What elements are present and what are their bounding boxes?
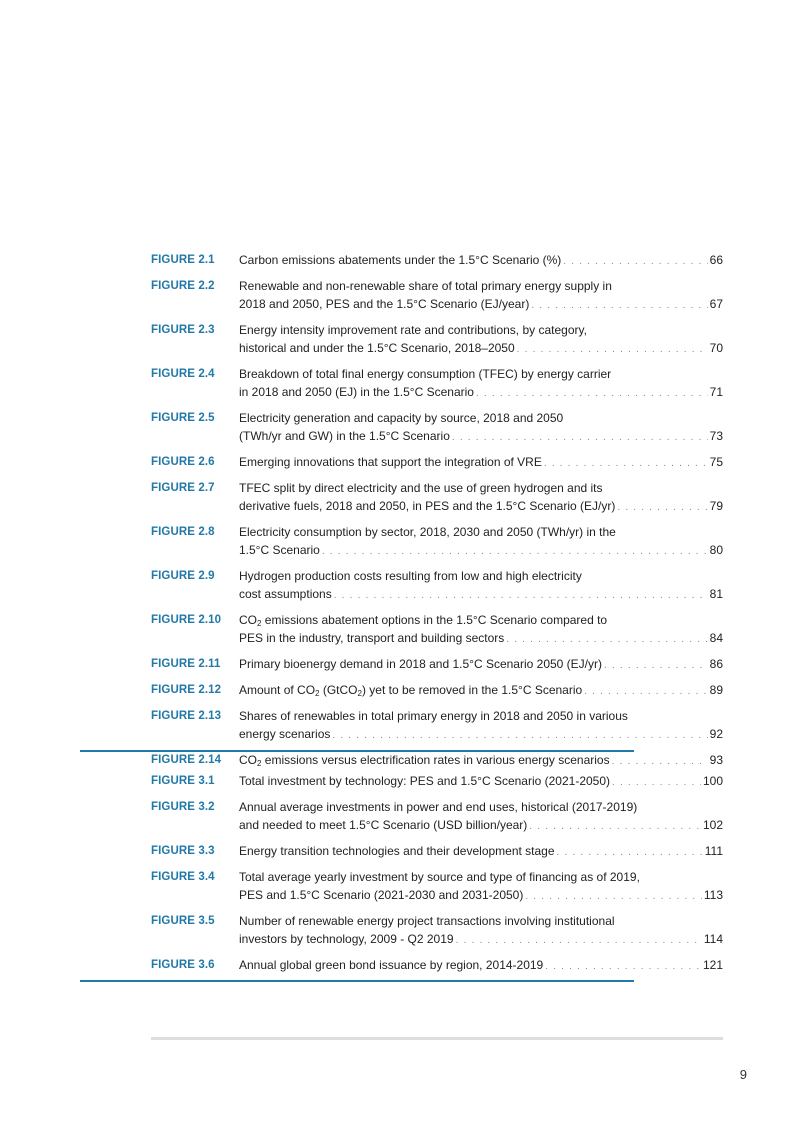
- dot-leader: [322, 543, 708, 561]
- figure-label: FIGURE 3.3: [151, 845, 215, 857]
- figure-title-line: Annual average investments in power and end uses, historical (2017-2019): [239, 800, 638, 814]
- dot-leader: [529, 818, 701, 836]
- dot-leader: [452, 429, 708, 447]
- figure-title-line: Hydrogen production costs resulting from low and high electricity: [239, 569, 582, 583]
- figure-entry[interactable]: [151, 707, 723, 745]
- figure-title-text: energy scenarios: [239, 727, 331, 741]
- figure-page-number: 79: [709, 499, 723, 513]
- figure-title: [239, 798, 723, 836]
- figure-entry[interactable]: [151, 751, 723, 771]
- figure-page-number: 73: [709, 429, 723, 443]
- figure-page-number: 66: [709, 253, 723, 267]
- figure-page-number: 71: [709, 385, 723, 399]
- figure-page-number: 92: [709, 727, 723, 741]
- figure-label: FIGURE 2.11: [151, 658, 221, 670]
- dot-leader: [617, 499, 707, 517]
- figure-title: [239, 277, 723, 315]
- figure-entry[interactable]: [151, 453, 723, 473]
- figure-title: [239, 772, 723, 792]
- dot-leader: [584, 683, 707, 701]
- figure-title-last-line: [239, 772, 723, 792]
- dot-leader: [506, 631, 707, 649]
- figure-title-last-line: [239, 453, 723, 473]
- figure-title-line: TFEC split by direct electricity and the use of green hydrogen and its: [239, 481, 603, 495]
- figure-entry[interactable]: [151, 956, 723, 976]
- figure-page-number: 111: [704, 844, 723, 858]
- figure-title-line: Total average yearly investment by source and type of financing as of 2019,: [239, 870, 640, 884]
- figure-title: [239, 655, 723, 675]
- figure-entry[interactable]: [151, 868, 723, 906]
- dot-leader: [456, 932, 702, 950]
- figure-title-line: Electricity generation and capacity by source, 2018 and 2050: [239, 411, 564, 425]
- figure-title: [239, 912, 723, 950]
- figure-title-text: Primary bioenergy demand in 2018 and 1.5°C Scenario 2050 (EJ/yr): [239, 657, 602, 671]
- figure-title: [239, 321, 723, 359]
- figure-title: [239, 453, 723, 473]
- dot-leader: [544, 455, 708, 473]
- figure-title: [239, 523, 723, 561]
- figure-title-text: PES and 1.5°C Scenario (2021-2030 and 2031-2050): [239, 888, 524, 902]
- figure-title: [239, 842, 723, 862]
- figure-title-last-line: [239, 725, 723, 745]
- figure-entry[interactable]: [151, 409, 723, 447]
- figure-title-last-line: [239, 585, 723, 605]
- figure-title: [239, 567, 723, 605]
- dot-leader: [525, 888, 702, 906]
- figure-title-last-line: [239, 427, 723, 447]
- figure-title-line: Shares of renewables in total primary energy in 2018 and 2050 in various: [239, 709, 628, 723]
- figure-title-line: Electricity consumption by sector, 2018, 2030 and 2050 (TWh/yr) in the: [239, 525, 616, 539]
- figure-title-line: Renewable and non-renewable share of total primary energy supply in: [239, 279, 612, 293]
- figure-page-number: 89: [709, 683, 723, 697]
- figure-title-text: Carbon emissions abatements under the 1.5°C Scenario (%): [239, 253, 562, 267]
- figure-title-last-line: [239, 655, 723, 675]
- figure-title-text: Total investment by technology: PES and 1.5°C Scenario (2021-2050): [239, 774, 611, 788]
- figure-title-text: investors by technology, 2009 - Q2 2019: [239, 932, 454, 946]
- figure-entry[interactable]: [151, 567, 723, 605]
- figure-title-text: and needed to meet 1.5°C Scenario (USD billion/year): [239, 818, 528, 832]
- figure-entry[interactable]: [151, 321, 723, 359]
- figure-title-last-line: [239, 295, 723, 315]
- figure-label: FIGURE 2.7: [151, 482, 215, 494]
- figure-title-last-line: [239, 886, 723, 906]
- figure-page-number: 93: [709, 753, 723, 767]
- figure-title-text: $CO_2$ emissions versus electrification rates in various energy scenarios: [239, 753, 610, 768]
- figure-page-number: 80: [709, 543, 723, 557]
- figure-page-number: 102: [702, 818, 723, 832]
- figure-entry[interactable]: [151, 523, 723, 561]
- figure-entry[interactable]: [151, 611, 723, 649]
- figure-title: [239, 409, 723, 447]
- figure-title-last-line: [239, 681, 723, 701]
- figure-entry[interactable]: [151, 681, 723, 701]
- figure-title-last-line: [239, 629, 723, 649]
- figure-label: FIGURE 2.3: [151, 324, 215, 336]
- figure-label: FIGURE 2.6: [151, 456, 215, 468]
- dot-leader: [476, 385, 708, 403]
- figure-title-text: derivative fuels, 2018 and 2050, in PES and the 1.5°C Scenario (EJ/yr): [239, 499, 616, 513]
- figure-title-last-line: [239, 842, 723, 862]
- figure-page-number: 81: [709, 587, 723, 601]
- dot-leader: [557, 844, 703, 862]
- figure-title-line: Number of renewable energy project transactions involving institutional: [239, 914, 615, 928]
- figure-label: FIGURE 2.8: [151, 526, 215, 538]
- figure-title-last-line: [239, 383, 723, 403]
- dot-leader: [612, 753, 708, 771]
- figure-title-line: $CO_2$ emissions abatement options in the 1.5°C Scenario compared to: [239, 613, 608, 628]
- figure-title-last-line: [239, 251, 723, 271]
- figure-entry[interactable]: [151, 365, 723, 403]
- figure-label: FIGURE 3.4: [151, 871, 215, 883]
- figure-title: [239, 611, 723, 649]
- figure-entry[interactable]: [151, 277, 723, 315]
- figure-label: FIGURE 3.6: [151, 959, 215, 971]
- figure-label: FIGURE 2.1: [151, 254, 215, 266]
- figure-page-number: 114: [703, 932, 723, 946]
- figure-title-last-line: [239, 751, 723, 771]
- figure-title-text: cost assumptions: [239, 587, 332, 601]
- figure-title: [239, 956, 723, 976]
- figure-title-line: Energy intensity improvement rate and contributions, by category,: [239, 323, 587, 337]
- figure-label: FIGURE 2.13: [151, 710, 222, 722]
- figure-title-text: 2018 and 2050, PES and the 1.5°C Scenario (EJ/year): [239, 297, 530, 311]
- dot-leader: [332, 727, 707, 745]
- figure-label: FIGURE 2.4: [151, 368, 215, 380]
- list-of-figures-chapter-2: [151, 251, 723, 777]
- figure-title: [239, 751, 723, 771]
- figure-title-text: in 2018 and 2050 (EJ) in the 1.5°C Scenario: [239, 385, 474, 399]
- section-divider: [80, 980, 634, 982]
- dot-leader: [563, 253, 707, 271]
- figure-title: [239, 251, 723, 271]
- dot-leader: [545, 958, 701, 976]
- figure-title-text: Emerging innovations that support the integration of VRE: [239, 455, 542, 469]
- dot-leader: [334, 587, 708, 605]
- figure-entry[interactable]: [151, 772, 723, 792]
- figure-label: FIGURE 2.14: [151, 754, 222, 766]
- figure-label: FIGURE 3.1: [151, 775, 215, 787]
- dot-leader: [531, 297, 707, 315]
- figure-entry[interactable]: [151, 842, 723, 862]
- list-of-figures-chapter-3: [151, 772, 723, 982]
- figure-title-text: (TWh/yr and GW) in the 1.5°C Scenario: [239, 429, 450, 443]
- figure-entry[interactable]: [151, 655, 723, 675]
- figure-label: FIGURE 2.9: [151, 570, 215, 582]
- page-number: 9: [739, 1067, 747, 1082]
- figure-title-text: Amount of $CO_2$ (GtCO$_2$) yet to be removed in the 1.5°C Scenario: [239, 683, 583, 698]
- figure-title-last-line: [239, 956, 723, 976]
- figure-page-number: 67: [709, 297, 723, 311]
- figure-title-text: Energy transition technologies and their development stage: [239, 844, 555, 858]
- dot-leader: [517, 341, 708, 359]
- figure-page-number: 86: [709, 657, 723, 671]
- figure-page-number: 70: [709, 341, 723, 355]
- dot-leader: [604, 657, 708, 675]
- figure-page-number: 113: [703, 888, 723, 902]
- dot-leader: [612, 774, 701, 792]
- figure-title: [239, 479, 723, 517]
- figure-title-text: Annual global green bond issuance by region, 2014-2019: [239, 958, 544, 972]
- figure-page-number: 84: [709, 631, 723, 645]
- figure-title: [239, 868, 723, 906]
- figure-label: FIGURE 3.5: [151, 915, 215, 927]
- figure-title: [239, 681, 723, 701]
- section-divider: [80, 750, 634, 752]
- figure-title-text: PES in the industry, transport and building sectors: [239, 631, 505, 645]
- figure-title-last-line: [239, 541, 723, 561]
- figure-page-number: 121: [702, 958, 723, 972]
- figure-entry[interactable]: [151, 912, 723, 950]
- figure-title-text: historical and under the 1.5°C Scenario, 2018–2050: [239, 341, 515, 355]
- figure-title-last-line: [239, 816, 723, 836]
- figure-title: [239, 365, 723, 403]
- figure-label: FIGURE 3.2: [151, 801, 215, 813]
- figure-title-last-line: [239, 497, 723, 517]
- figure-entry[interactable]: [151, 479, 723, 517]
- figure-entry[interactable]: [151, 251, 723, 271]
- figure-label: FIGURE 2.12: [151, 684, 222, 696]
- figure-label: FIGURE 2.5: [151, 412, 215, 424]
- figure-page-number: 100: [702, 774, 723, 788]
- figure-title: [239, 707, 723, 745]
- figure-entry[interactable]: [151, 798, 723, 836]
- figure-label: FIGURE 2.10: [151, 614, 222, 626]
- figure-label: FIGURE 2.2: [151, 280, 215, 292]
- figure-page-number: 75: [709, 455, 723, 469]
- figure-title-line: Breakdown of total final energy consumption (TFEC) by energy carrier: [239, 367, 612, 381]
- footer-rule: [151, 1037, 723, 1040]
- figure-title-last-line: [239, 339, 723, 359]
- figure-title-last-line: [239, 930, 723, 950]
- figure-title-text: 1.5°C Scenario: [239, 543, 320, 557]
